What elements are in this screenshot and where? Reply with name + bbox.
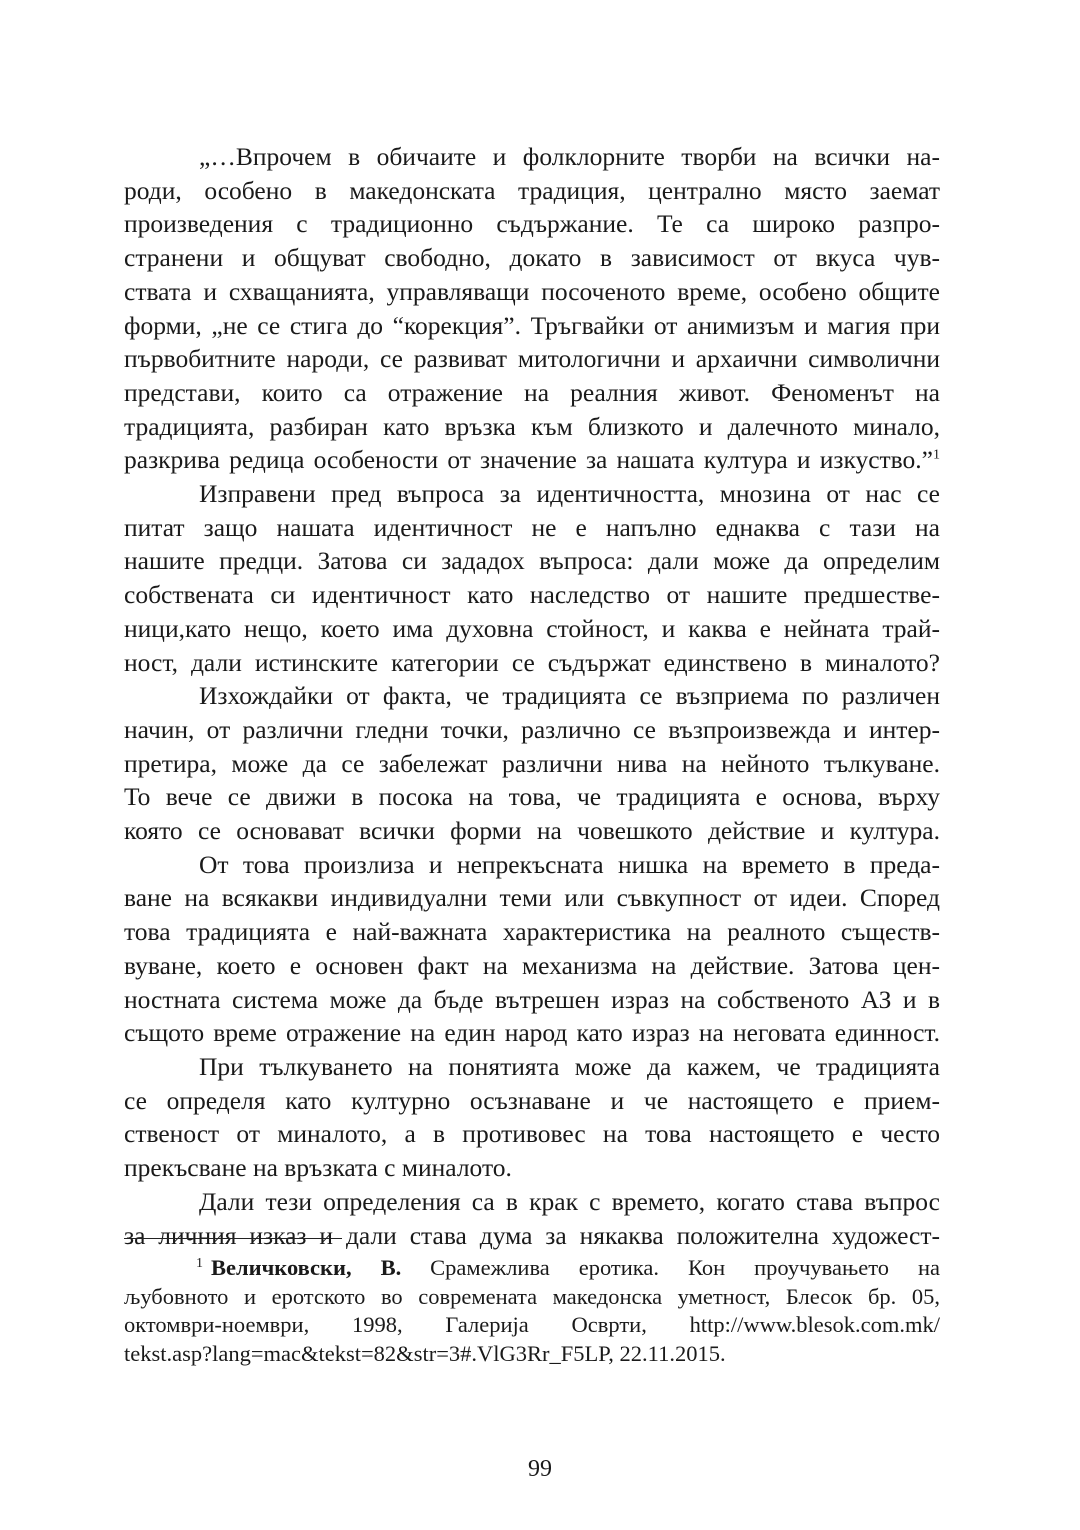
text-line: за личния изказ и дали става дума за някаква положителна художест- [124,1220,940,1250]
text-line: претира, може да се забележат различни нива на нейното тълкуване. [124,748,940,778]
footnote-line[interactable]: октомври-ноември, 1998, Галерија Осврти, http://www.blesok.com.mk/ [124,1312,940,1337]
page-number: 99 [528,1456,552,1482]
text-line: се определя като културно осъзнаване и че настоящето е прием- [124,1085,940,1115]
text-line: която се основават всички форми на човешкото действие и култура. [124,816,940,846]
text-line: произведения с традиционно съдържание. Те са широко разпро- [124,209,940,239]
text-line: нашите предци. Затова си зададох въпроса: дали може да определим [124,546,940,576]
text-line: От това произлиза и непрекъсната нишка на времето в преда- [199,849,940,879]
text-line: роди, особено в македонската традиция, централно място заемат [124,175,940,205]
text-line: питат защо нашата идентичност не е напълно еднаква с тази на [124,512,940,542]
text-line: Изправени пред въпроса за идентичността, мнозина от нас се [199,479,940,509]
text-line: ствата и схващанията, управляващи посоченото време, особено общите [124,276,940,306]
text-line: странени и общуват свободно, докато в зависимост от вкуса чув- [124,243,940,273]
text-line: То вече се движи в посока на това, че традицията е основа, върху [124,782,940,812]
text-line: вуване, което е основен факт на механизма на действие. Затова цен- [124,950,940,980]
footnote-number: 1 [196,1255,203,1271]
text-line: ване на всякакви индивидуални теми или съвкупност от идеи. Според [124,883,940,913]
text-line: ност, дали истинските категории се съдържат единствено в миналото? [124,647,940,677]
footnote-author: Величковски, В. [211,1255,402,1280]
text-line: начин, от различни гледни точки, различно се възпроизвежда и интер- [124,714,940,744]
text-line: Дали тези определения са в крак с времето, когато става въпрос [199,1186,940,1216]
text-line: ници,като нещо, което има духовна стойност, и каква е нейната трай- [124,613,940,643]
body-text [124,140,940,1252]
footnote-line [124,1254,940,1283]
text-line: ственост от миналото, а в противовес на това настоящето е често [124,1119,940,1149]
footnote-divider [124,1238,342,1239]
text-line: прекъсване на връзката с миналото. [124,1153,512,1183]
text-line: собствената си идентичност като наследство от нашите предшестве- [124,580,940,610]
footnote-line[interactable]: tekst.asp?lang=mac&tekst=82&str=3#.VlG3Rr_F5LP, 22.11.2015. [124,1340,726,1366]
text-line: „…Впрочем в обичаите и фолклорните творби на всички на- [199,142,940,171]
footnote [124,1254,940,1368]
text-line: При тълкуването на понятията може да кажем, че традицията [199,1051,940,1081]
text-line: форми, „не се стига до “корекция”. Тръгвайки от анимизъм и магия при [124,310,940,340]
text-line: Изхождайки от факта, че традицията се възприема по различен [199,681,940,711]
text-line-content: разкрива редица особености от значение за нашата култура и изкуство.” [124,445,933,475]
text-line: представи, които са отражение на реалния живот. Феноменът на [124,377,940,407]
footnote-reference[interactable]: 1 [933,447,940,463]
text-line: ностната система може да бъде вътрешен израз на собственото АЗ и в [124,984,940,1014]
text-line: първобитните народи, се развиват митологични и архаични символични [124,344,940,374]
text-line-with-footnote [124,443,940,477]
footnote-line: љубовното и еротското во современата македонска уметност, Блесок бр. 05, [124,1283,940,1309]
text-line: същото време отражение на един народ като израз на неговата единност. [124,1018,940,1048]
footnote-title: Срамежлива еротика. Кон проучувањето на [401,1255,940,1280]
text-line: традицията, разбиран като връзка към близкото и далечното минало, [124,411,940,441]
text-line: това традицията е най-важната характеристика на реалното съществ- [124,917,940,947]
